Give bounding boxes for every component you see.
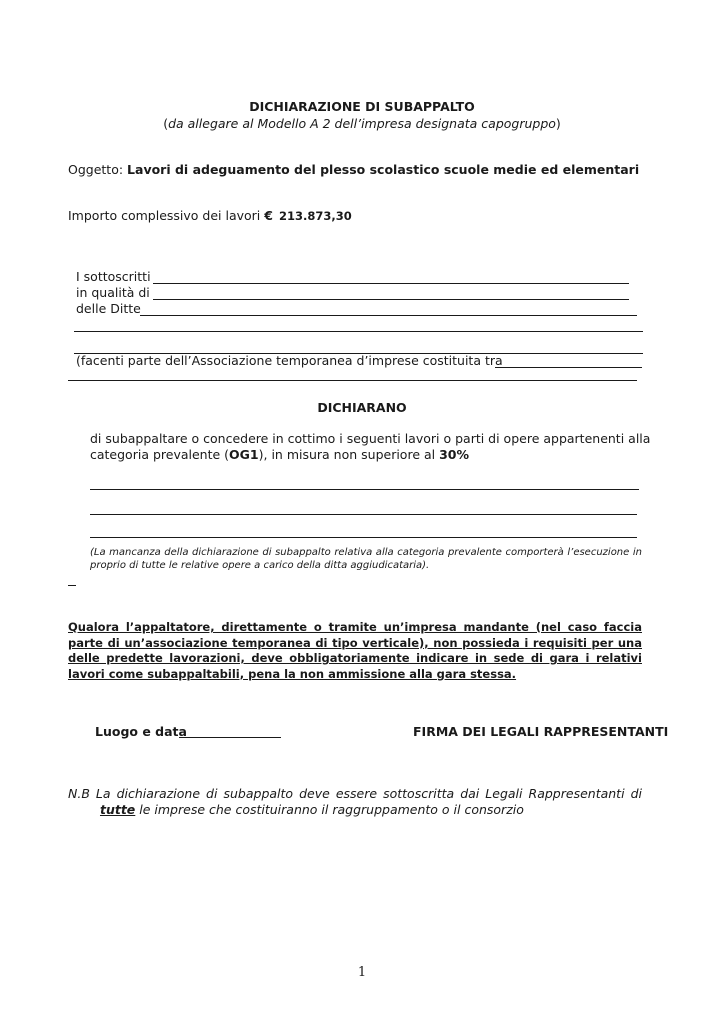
body-line-1: di subappaltare o concedere in cottimo i seguenti lavori o parti di opere appartenenti alla bbox=[90, 431, 651, 446]
subtitle-open: ( bbox=[163, 116, 169, 131]
associazione-field-line-2[interactable] bbox=[68, 380, 637, 381]
lavori-field-line-2[interactable] bbox=[90, 514, 637, 515]
luogo-field[interactable] bbox=[179, 737, 281, 738]
ditte-label: delle Ditte bbox=[76, 301, 141, 316]
oggetto-value: Lavori di adeguamento del plesso scolastico scuole medie ed elementari bbox=[127, 162, 640, 177]
importo-line bbox=[68, 208, 352, 224]
body-percent: 30% bbox=[439, 447, 470, 462]
qualita-field[interactable] bbox=[153, 299, 629, 300]
associazione-label: (facenti parte dell’Associazione temporanea d’imprese costituita tra bbox=[76, 353, 503, 368]
subtitle-text: da allegare al Modello A 2 dell’impresa designata capogruppo bbox=[168, 116, 556, 131]
luogo-label: Luogo e data bbox=[95, 724, 187, 739]
ditte-field-line-2[interactable] bbox=[74, 331, 643, 332]
body-og1: OG1 bbox=[229, 447, 259, 462]
lavori-field-line-1[interactable] bbox=[90, 489, 639, 490]
body-categoria: categoria prevalente ( bbox=[90, 447, 230, 462]
nb-note bbox=[68, 786, 642, 818]
body-misura: ), in misura non superiore al bbox=[258, 447, 440, 462]
page-number: 1 bbox=[357, 965, 367, 980]
lavori-field-line-3[interactable] bbox=[90, 537, 637, 538]
firma-label: FIRMA DEI LEGALI RAPPRESENTANTI bbox=[413, 724, 669, 739]
short-rule bbox=[68, 585, 76, 586]
oggetto-label: Oggetto: bbox=[68, 162, 128, 177]
nb-tutte: tutte bbox=[99, 802, 136, 817]
importo-label: Importo complessivo dei lavori bbox=[68, 208, 265, 223]
subtitle-close: ) bbox=[555, 116, 561, 131]
associazione-field[interactable] bbox=[495, 367, 642, 368]
oggetto-line bbox=[68, 162, 639, 178]
importo-value: 213.873,30 bbox=[278, 209, 352, 223]
qualita-label: in qualità di bbox=[76, 285, 150, 300]
document-subtitle bbox=[0, 116, 724, 132]
document-title: DICHIARAZIONE DI SUBAPPALTO bbox=[249, 99, 475, 114]
importo-currency: € bbox=[264, 208, 273, 223]
body-line-2 bbox=[90, 447, 469, 463]
note-text: (La mancanza della dichiarazione di subappalto relativa alla categoria prevalente comporterà l’esecuzione in proprio di tutte le relative opere a carico della ditta aggiudicataria). bbox=[90, 547, 642, 571]
ditte-field[interactable] bbox=[140, 315, 637, 316]
dichiarano-heading: DICHIARANO bbox=[317, 400, 407, 415]
sottoscritti-label: I sottoscritti bbox=[76, 269, 151, 284]
sottoscritti-field[interactable] bbox=[153, 283, 629, 284]
nb-text-c: le imprese che costituiranno il raggruppamento o il consorzio bbox=[135, 802, 524, 817]
qualora-paragraph: Qualora l’appaltatore, direttamente o tramite un’impresa mandante (nel caso faccia parte di un’associazione temporanea di tipo verticale), non possieda i requisiti per una delle predette lavorazioni, deve obbligatoriamente indicare in sede di gara i relativi lavori come subappaltabili, pena la non ammissione alla gara stessa. bbox=[68, 620, 642, 681]
nb-text-a: N.B La dichiarazione di subappalto deve essere sottoscritta dai Legali Rappresentanti di bbox=[68, 786, 642, 801]
